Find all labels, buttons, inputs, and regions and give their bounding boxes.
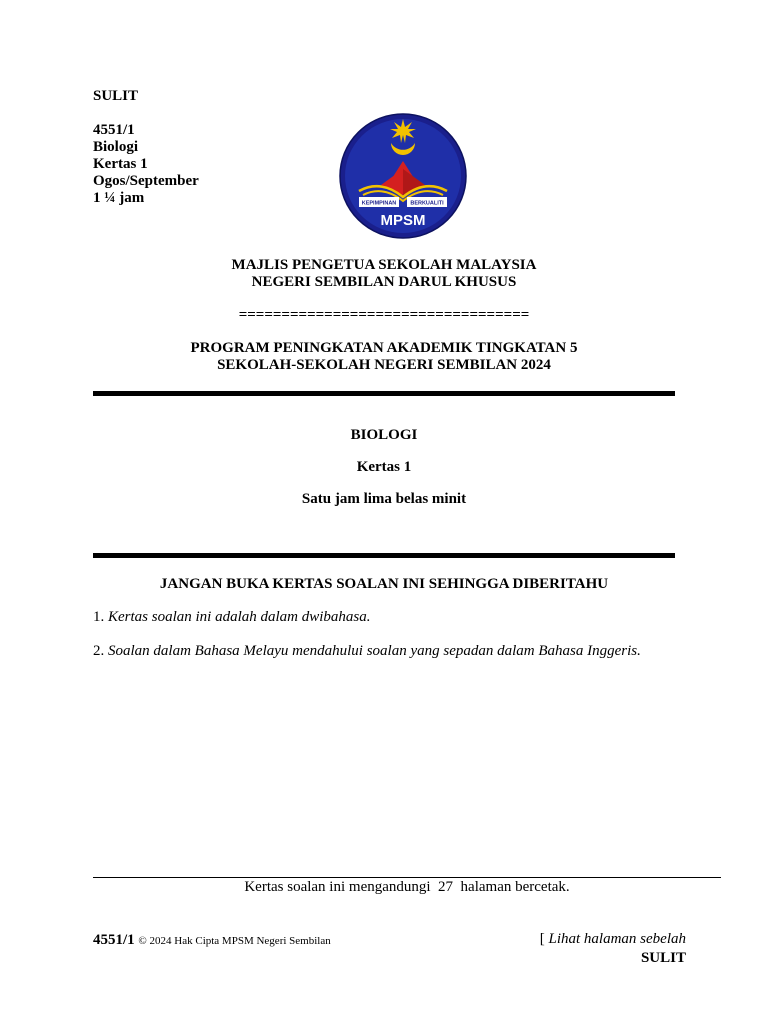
program-schools: SEKOLAH-SEKOLAH NEGERI SEMBILAN 2024 bbox=[217, 357, 551, 373]
organization-name: MAJLIS PENGETUA SEKOLAH MALAYSIA bbox=[231, 257, 537, 273]
page-count-note: Kertas soalan ini mengandungi 27 halaman bercetak. bbox=[244, 879, 570, 895]
instruction-item bbox=[93, 643, 641, 660]
footer-sulit: SULIT bbox=[640, 950, 686, 966]
classification-label: SULIT bbox=[93, 88, 139, 104]
program-name: PROGRAM PENINGKATAN AKADEMIK TINGKATAN 5 bbox=[190, 340, 578, 356]
exam-month: Ogos/September bbox=[93, 173, 199, 189]
footer-rule bbox=[93, 877, 721, 878]
instructions-heading: JANGAN BUKA KERTAS SOALAN INI SEHINGGA DIBERITAHU bbox=[159, 576, 609, 592]
instruction-number: 2. bbox=[93, 643, 105, 659]
instruction-text: Kertas soalan ini adalah dalam dwibahasa. bbox=[108, 609, 371, 625]
banner-left-text: KEPIMPINAN bbox=[361, 200, 397, 207]
banner-right-text: BERKUALITI bbox=[410, 200, 444, 207]
organization-block bbox=[0, 257, 768, 291]
logo-acronym: MPSM bbox=[380, 212, 426, 229]
program-block bbox=[0, 340, 768, 374]
footer-bracket: [ bbox=[539, 931, 549, 947]
instruction-number: 1. bbox=[93, 609, 105, 625]
subject-name: Biologi bbox=[93, 139, 139, 155]
footer-left bbox=[93, 932, 331, 949]
subject-title: BIOLOGI bbox=[350, 427, 418, 443]
divider-bottom bbox=[93, 553, 675, 558]
mpsm-logo bbox=[339, 113, 467, 239]
paper-title: Kertas 1 bbox=[356, 459, 412, 475]
header-info bbox=[93, 88, 199, 207]
duration-title: Satu jam lima belas minit bbox=[301, 491, 467, 507]
footer-copyright: © 2024 Hak Cipta MPSM Negeri Sembilan bbox=[138, 935, 331, 947]
footer-next-page: Lihat halaman sebelah bbox=[548, 931, 686, 947]
divider-top bbox=[93, 391, 675, 396]
footer-code: 4551/1 bbox=[93, 932, 135, 948]
footer-right bbox=[540, 930, 686, 968]
separator-line: ================================== bbox=[238, 307, 530, 323]
organization-state: NEGERI SEMBILAN DARUL KHUSUS bbox=[251, 274, 517, 290]
paper-number: Kertas 1 bbox=[93, 156, 148, 172]
exam-duration: 1 ¼ jam bbox=[93, 190, 145, 206]
paper-code: 4551/1 bbox=[93, 122, 135, 138]
instruction-item bbox=[93, 609, 371, 626]
instruction-text: Soalan dalam Bahasa Melayu mendahului soalan yang sepadan dalam Bahasa Inggeris. bbox=[108, 643, 641, 659]
